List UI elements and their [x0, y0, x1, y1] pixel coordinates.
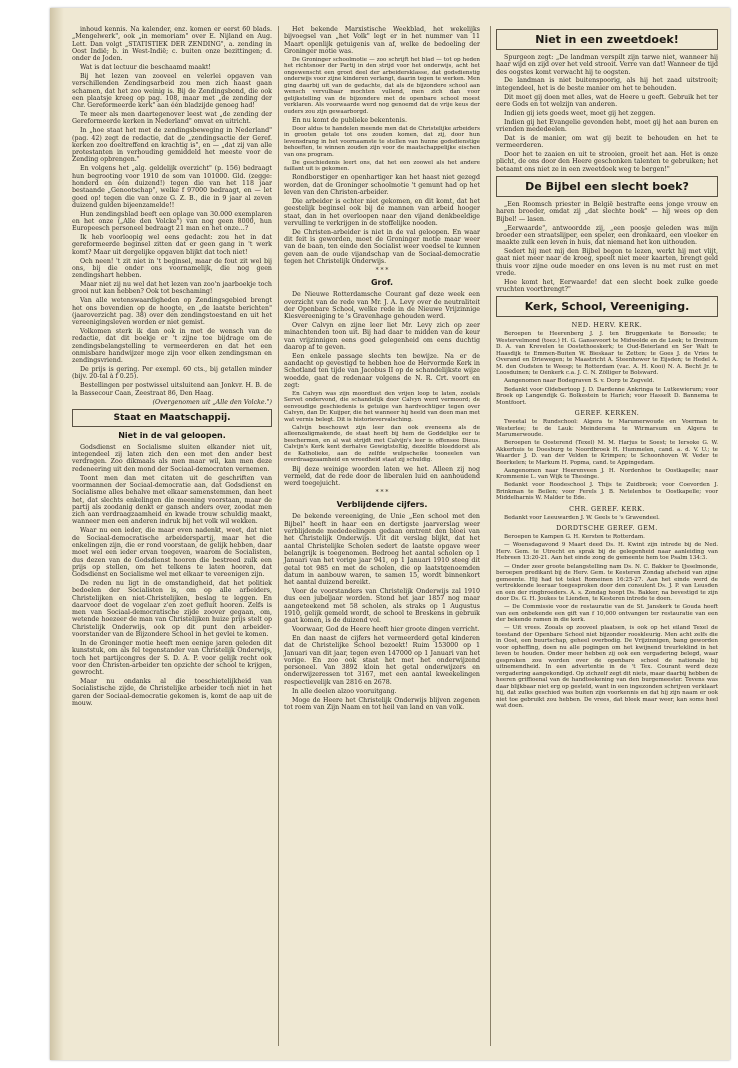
paragraph: Door aldus te handelen meende men dat de Christelijke arbeiders in grooten getale tot ons zouden komen, dat zij, door hun levensdrang in het voornaamste te stellen van hunne godsdienstige behoeften, te winnen zouden zijn voor de maatschappelijke eischen van ons program.: [284, 125, 480, 158]
section-header-zweetdoek: Niet in een zweetdoek!: [496, 29, 718, 50]
paragraph: De bekende vereeniging, de Unie „Een school met den Bijbel" heeft in haar een en dertigste jaarverslag weer verblijdende mededeelingen gedaan omtrent den bloei van het Christelijk Onderwijs. Uit dit verslag blijkt, dat het aantal Christelijke Scholen sedert de laatste opgave weer belangrijk is toegenomen. Bedroeg het aantal scholen op 1 Januari van het vorige jaar 941, op 1 Januari 1910 steeg dit getal tot 985 en met de scholen, die op laatstgenoemden datum in aanbouw waren, te samen 15, wordt binnenkort het aantal duizend bereikt.: [284, 513, 480, 587]
paragraph: Van alle wetenswaardigheden op Zendingsgebied brengt het ons bovendien op de hoogte, en „de laatste berichten" (jaaroverzicht pag. 38) over den zendingstoestand en uit het vereenigingsleven worden er niet gemist.: [72, 297, 272, 327]
article-title-grof: Grof.: [370, 278, 394, 288]
paragraph: Maar nu ondanks al die toeschietelijkheid van Socialistische zijde, de Christelijke arbeider toch niet in het garen der Sociaal-democratie gekomen is, komt de aap uit de mouw.: [72, 678, 272, 707]
grof-article: [284, 291, 480, 389]
paragraph: Spurgeon zegt: „De landman verspilt zijn tarwe niet, wanneer hij haar wijd en zijd over het veld strooit. Verre van dat! Wanneer de tijd des oogstes komt verwacht hij te oogsten.: [496, 54, 718, 76]
separator-stars-2: * * *: [375, 489, 389, 497]
paragraph: En nu komt de publieke bekentenis.: [292, 116, 407, 124]
paragraph: En dan naast de cijfers het vermeerderd getal kinderen dat de Christelijke School bezoekt! Ruim 153000 op 1 Januari van dit jaar, tegen even 147000 op 1 Januari van het vorige. En zoo ook staat het met het onderwijzend personeel. Van 3892 kloin het getal onderwijzers en onderwijzeressen tot 3167, met een aantal kweekelingen respectievelijk van 2816 en 2678.: [284, 634, 480, 686]
paragraph: Over Calvyn en zijne leer liet Mr. Levy zich op zeer minachtenden toon uit. Bij had daar te midden van de keur van vrijzinnigen eens goed gelegenheid om eens duchtig daarop af te geven.: [284, 321, 480, 351]
paragraph: Indien gij het Evangelie gevonden hebt, moet gij het aan buren en vrienden mededeelen.: [496, 118, 718, 134]
heading-geref: GEREF. KERKEN.: [574, 409, 640, 418]
paragraph: Beroepen te Heerenberg J. J. ten Bruggenkate te Borssele; te Westervelmond (toez.) H. G. Gansevoort te Midwolde en de Leek; te Dreinum D. A. van Krevelen te Oostethoeskerk; te Oud-Beierland en Ser Walt te Haasdijk te Emmen-Buiten W. Bieskaar te Zetten; te Goes J. de Vries te Overand en Driewegen; te Maastricht A. Steenhower te Eijsden; te Hedel A. M. den Oudsten te Weesp; te Rotterdam (vac. A. H. Kooi) N. A. Becht Jr. te Loosduinen; te Oenkerk c.a. J. C. N. Zölliger te Bolsward.: [496, 331, 718, 377]
grof-conclusion: [284, 466, 480, 488]
column-3: [496, 26, 718, 711]
paragraph: Door het te zaaien en uit te strooien, groeit het aan. Het is onze plicht, de ons door den Heere geschonken talenten te gebruiken; het betaamt ons niet ze in een zweetdoek weg te bergen!": [496, 151, 718, 173]
paragraph: Dat is de manier, om wat gij bezit te behouden en het te vermeerderen.: [496, 134, 718, 150]
paragraph: Hun zendingsblad beeft een oplage van 30.000 exemplaren en het onze („Alle den Volcke") van nog geen 8000, hun Europeesch personeel bedraagt 21 man en het onze...?: [72, 210, 272, 233]
paragraph: De landman is niet buitenspoorig, als hij het zaad uitstrooit; integendeel, het is de beste manier om het te behouden.: [496, 77, 718, 92]
paragraph: De geschiedenis leert ons, dat het een zoowel als het andere faillant uit is gekomen.: [284, 159, 480, 173]
paragraph: Och neen! 't zit niet in 't beginsel, maar de fout zit wel bij ons, bij die onder ons voornamelijk, die nog geen zendingshart hebben.: [72, 257, 272, 280]
paragraph: Rondborstiger en openhartiger kan het haast niet gezegd worden, dat de Groninger schoolmotie 't gemunt had op het leven van den Christen-arbeider.: [284, 174, 480, 197]
paragraph: Aangenomen naar Heerenveen J. H. Nordenhoe te Oostkapelle; naar Krommenie L. van Wijk te Thesinge.: [496, 467, 718, 481]
paragraph: Voorwaar, God de Heere heeft hier groote dingen verricht.: [292, 626, 480, 634]
paragraph: Moge de Heere het Christelijk Onderwijs blijven zegenen tot roem van Zijn Naam en tot heil van land en van volk.: [284, 696, 480, 711]
paragraph: „Een Roomsch priester in België bestrafte eens jonge vrouw en haren broeder, omdat zij „dat slechte boek" — hij wees op den Bijbel! — lasen.: [496, 201, 718, 223]
paragraph: Tweetal te Rundschool: Algera te Marumerwoude en Voerman te Westerlee; te de Lauk: Meindersma te Wirmarsum en Algera te Marumerwoude.: [496, 419, 718, 439]
paragraph: Toont men dan met citaten uit de geschriften van voormannen der Sociaal-democratie aan, dat Godsdienst en Socialisme alles behalve met elkaar samenstemmen, dan heet het, dat slechts enkelingen die meening voorstaan, maar de partij als zoodanig denkt er gansch anders over, zoodat men zich aan verdraagzaamheid en kwade trouw schuldig maakt, wanneer men een anderen indruk bij het volk wil wekken.: [72, 474, 272, 526]
bekentenis-intro: [284, 117, 480, 124]
paragraph: Bestellingen per postwissel uitsluitend aan Jonkvr. H. B. de la Bassecour Caan, Zeestraat 86, Den Haag.: [72, 382, 272, 397]
paragraph: — Woensdagavond 9 Maart deed Ds. H. Kwint zijn intrede bij de Ned. Herv. Gem. te Utrecht en sprak bij de gelegenheid naar aanleiding van Hebreen 13:20-21. Aan het einde zong de gemeente hem toe Psalm 134:3.: [496, 542, 718, 562]
marxist-intro: [284, 26, 480, 55]
paragraph: Waar nu een ieder, die maar even nadenkt, weet, dat niet de Sociaal-democratische arbeiderspartij, maar het die enkelingen zijn, die er rond voorstaan, de gelijk hebben, daar moet wel een ieder ervan toegeven, waarom de Socialisten, dus dezen van de Godsdienst hooren die bestreed zulk een prijs op stellen, om het telkens te laten hooren, dat Godsdienst en Socialisme wel met elkaar te vereenigen zijn.: [72, 527, 272, 579]
paragraph: Calvijn beschouwt zijn leer dan ook eveneens als de alleenzaligmakende, de staat heeft bij hem de Goddelijke eer te beschermen, en al wat strijdt met Calvijn's leer is offensee Dieus. Calvijn's Kerk kent derhalve Gewigtsteltig, dezelfde bloeddorst als de Katholieke, aan de zelfde wulpscheike tooneelen van overdraagzaamheid en wreedheid staat zij schuldig.: [284, 424, 480, 464]
paragraph: Die arbeider is echter niet gekomen, en dit komt, dat het geestelijk beginsel ook bij de mannen van arbeid hooger staat, dan in het overloopen naar den vijand denkbeeldige vervulling te verkrijgen in de stoffelijke nooden.: [284, 197, 480, 227]
column-rule-2: [490, 26, 491, 1046]
section-header-staat: Staat en Maatschappij.: [72, 409, 272, 427]
paragraph: Bedankt voor Roodeschool J. Thijs te Zuidbroek; voor Coevorden J. Brinkman te Beilen; voor Ferels J. B. Netelenbos te Oostkapelle; voor Middelharnis W. Malder te Ede.: [496, 482, 718, 502]
paragraph: Dit moet gij doen met alles, wat de Heere u geeft. Gebruik het ter eere Gods en tot welzijn van anderen.: [496, 93, 718, 108]
paragraph: En volgens het „alg. geldelijk overzicht" (p. 156) bedraagt hun begrooting voor 1910 de som van 101000. Gld. (zegge: honderd en één duizend!) tegen die van het 118 jaar bestaande „Genootschap", welke f 97000 bedraagt, en — let goed op! tegen die van onze G. Z. B., die in 9 jaar al zeven duizend gulden bijeenzamelde!!: [72, 165, 272, 209]
chr-geref-list: [496, 515, 718, 522]
paragraph: In „hoe staat het met de zendingsbeweging in Nederland" (pag. 42) zegt de redactie, dat de „zendingsactie der Geref. kerken zoo doeltreffend en krachtig is", en — „dat zij van alle protestanten in verhouding gemiddeld het meeste voor de Zending opbrengen.": [72, 127, 272, 164]
heading-ned-herv: NED. HERV. KERK.: [571, 321, 643, 330]
separator-stars: * * *: [375, 267, 389, 275]
ned-herv-list: [496, 331, 718, 406]
paragraph: — Onder zeer groote belangstelling nam Ds. N. C. Bakker te IJsselmonde, beroepen predikant bij de Herv. Gem. te Kesteren Zondag afscheid van zijne gemeente. Hij had tot tekst Romeinen 16:25-27. Aan het einde werd de vertrekkende leeraar toegesproken door den consulent Ds. J. P. van Leusden en een der ringbroeders. A. s. Zondag hoopt Ds. Bakker, na bevestigd te zijn door Ds. G. H. Joukes te Lienden, te Kesteren intrede te doen.: [496, 563, 718, 603]
paragraph: Een enkele passage slechts ten bewijze. Na er de aandacht op gevestigd te hebben hoe de Hervormde Kerk in Schotland ten tijde van Jacobus II op de schandelijkste wijze woedde, gaat de redenaar volgens de N. R. Crt. voort en zegt:: [284, 352, 480, 389]
paragraph: Beroepen te Oosterend (Texel) M. M. Harjus te Soest; te Iersoke G. W. Akkerhuis te Doesburg te Noordbroek H. Hummelen, cand. a. d. V. U.; te Waarder J. D. van der Velden te Krimpen; te Schoonhoven W. Veder te Beerkelen; te Markum H. Popma, cand. te Appingedam.: [496, 440, 718, 466]
heading-chr-geref: CHR. GEREF. KERK.: [569, 504, 645, 513]
article-title-val: Niet in de val geloopen.: [118, 430, 226, 440]
paragraph: Aangenomen naar Bodegraven S. v. Dorp te Zegveld.: [504, 378, 655, 385]
paragraph: Voor de voorstanders van Christelijk Onderwijs zal 1910 dus een jubeljaar worden. Stond het jaar 1857 nog maar aangeteekend met 58 scholen, als straks op 1 Augustus 1910, gelijk gemeld wordt, de school te Breskens in gebruik gaat komen, is de duizend vol.: [284, 587, 480, 625]
val-article: [72, 444, 272, 707]
column-2: [284, 26, 480, 713]
zending-article: [72, 26, 272, 397]
page-gutter: [50, 8, 64, 1060]
news-items: [496, 542, 718, 709]
paragraph: De Groninger schoolmotie — zoo schrijft het blad — tot op heden het richtsnoer der Partij in den strijd voor het onderwijs, acht het ongewenscht een groot deel der arbeidersklasse, dat godsdienstig onderwijs voor zijne kinderen verlangt, daarin tegen te werken. Men ging daarbij uit van de gedachte, dat als de bijzondere school aan wensch vervulbaar mochten vullend, men zich dan voor gelijkstelling van de bijzondere met de openbare school moest verklaren. Als voorwaarde werd nog genoemd dat de vrije keus der ouders zou zijn gewaarborgd.: [284, 56, 480, 115]
article-title-cijfers: Verblijdende cijfers.: [336, 500, 428, 510]
paragraph: Wat is dat lectuur die beschaamd maakt!: [80, 64, 211, 72]
paragraph: Indien gij iets goeds weet, moet gij het zeggen.: [504, 109, 656, 117]
val-conclusion: [284, 174, 480, 265]
column-rule-1: [278, 26, 279, 1046]
paragraph: Beroepen te Kampen G. H. Kersten te Rotterdam.: [504, 534, 645, 541]
paragraph: Ik heb voorloopig wel eens gedacht: zou het in dat gereformeerde beginsel zitten dat er geen gang in 't werk komt? Maar uit dergelijke opgaven blijkt dat toch niet!: [72, 234, 272, 256]
paragraph: Godsdienst en Socialisme sluiten elkander niet uit, integendeel zij laten zich den een met den ander best verdragen. Zoo dikmaals als men maar wil, kan men deze redeneering uit den mond der Sociaal-democraten vernemen.: [72, 443, 272, 473]
paragraph: Te meer als men daartegenover leest wat „de zending der Gereformeerde kerken in Nederland" omvat en uitricht.: [72, 111, 272, 126]
cijfers-article: [284, 513, 480, 711]
dordtsche-list: [496, 534, 718, 541]
newspaper-page: [50, 8, 730, 1060]
paragraph: Maar niet zij nu wel dat het lezen van zoo'n jaarboekje toch grooi nut kan hebben? Ook tot beschaming!: [72, 281, 272, 296]
paragraph: De Nieuwe Rotterdamsche Courant gaf deze week een overzicht van de rede van Mr. J. A. Levy over de neutraliteit der Openbare School, welke rede in de Nieuwe Vrijzinnige Kiesvereeniging te 's Gravenhage gehouden werd.: [284, 291, 480, 321]
paragraph: De reden nu ligt in de omstandigheid, dat het politiek bedoelen der Socialisten is, om op alle arbeiders, Christelijken en niet-Christelijken, beslag te leggen. En daarvoor doet de vogelaar z'en zoet gefluit hooren. Zelfs is men van Sociaal-democratische zijde zoover gegaan, om, wetende hoezeer de man van Christelijken huize prijs stelt op Christelijk Onderwijs, ook op dit punt den arbeider-voorstander van de Bijzondere School in het gevlei te komen.: [72, 579, 272, 639]
paragraph: Het bekende Marxistische Weekblad, het wekelijks bijvoegsel van „het Volk" legt er in het nummer van 11 Maart openlijk getuigenis van af, welke de bedoeling der Groninger motie was.: [284, 26, 480, 55]
zweetdoek-article: [496, 54, 718, 173]
paragraph: In alle deelen alzoo vooruitgang.: [292, 687, 397, 695]
geref-list: [496, 419, 718, 502]
paragraph: De prijs is gering. Per exempl. 60 cts., bij getallen minder (bijv. 20-tal à f 0.25).: [72, 366, 272, 381]
paragraph: Bij deze weinige woorden laten we het. Alleen zij nog vermeld, dat de rede door de liberalen luid en aanhoudend werd toegejuicht.: [284, 465, 480, 488]
column-1: [72, 26, 272, 709]
section-header-kerk: Kerk, School, Vereeniging.: [496, 296, 718, 317]
paragraph: Volkomen sterk ik dan ook in met de wensch van de redactie, dat dit boekje er 't zijne toe bijdrage om de zendingsbelangstelling te vermeerderen en dat het een onmisbare handwijzer moge zijn voor elken zendingsman en zendingsvriend.: [72, 328, 272, 365]
heading-dordtsche: DORDTSCHE GEREF. GEM.: [556, 524, 658, 533]
quote-groninger-motie: [284, 57, 480, 116]
paragraph: De Christen-arbeider is niet in de val geloopen. En waar dit feit is geworden, moet de Groninger motie maar weer van de baan, ten einde den Socialist weer voedsel te kunnen geven aan de oude vijandschap van de Sociaal-democratie tegen het Christelijk Onderwijs.: [284, 228, 480, 265]
paragraph: En Calvyn was zijn moordlust den vrijen loop te laten, zoolals Servet ondervond, die schandelijk door Calvyn werd vermoord; de eenvoudige geschiedenis is getuige van hardvochtiger tegen over Calvyn, dan Dr. Kuijper, die het wanneer hij heeld van deen man met wat vernis belegt. Dit is historievervalsching.: [284, 390, 480, 423]
quote-bekentenis: [284, 126, 480, 173]
article-source: (Overgenomen uit „Alle den Volcke."): [152, 398, 272, 406]
paragraph: Bedankt voor Leeuwarden J. W. Geels te 's Gravendeel.: [504, 514, 660, 521]
paragraph: In de Groninger motie heeft men eenige jaren geleden dit kunststuk, om als fel tegenstander van Christelijk Onderwijs, toch het partijcongres der S. D. A. P. voor gelijk recht ook voor den Christen-arbeider ten opzichte der school te krijgen, gewrocht.: [72, 639, 272, 677]
paragraph: Bedankt voor Oldebertoop J. D. Dardenne Ankringa te Lutkewierum; voor Broek op Langendijk G. Bolkestein te Harich; voor Hasselt D. Bannema te Montfoort.: [496, 386, 718, 406]
paragraph: — Uit vrees. Zooals op zooveel plaatsen, is ook op het eiland Texel de toestand der Openbare School niet bijzonder rooskleurig. Men acht zelfs die in Oost, een buurtschap, geheel overbodig. De Vrijzinnigen, bang geworden voor opheffing, doen nu alle pogingen om het kwijnend treurleklind in het leven te houden. Onder meer hebben zij ook een vergadering belegd, waar gesproken zou worden over de openbare school de nationale bij uitnemendheid. In een advertentie in de 't Tex. Courant werd deze vergadering aangekondigd. Op zichzelf zegt dit niets, maar daarbij hebben de heeren griffioenal van de handteekening van den burgemeester. Tevens was daar blijkbaar niet erg op gesteld, want in een ingezonden schrijven verklaart hij, dat zulks geschied was buiten zijn voorkennis en dat hij zijn naam er ook niet toe gebruikt zou hebben. De vrees, dat bleek maar weer, kan soms heel wat doen.: [496, 625, 718, 710]
paragraph: — De Commissie voor de restauratie van de St. Janskerk te Gouda heeft van een onbekende een gift van f 10,000 ontvangen ter restauratie van een der bekende ramen in die kerk.: [496, 604, 718, 624]
paragraph: inhoud kennis. Na kalender, enz. komen er eerst 60 blads. „Mengelwerk", ook „in memoriam" over E. Nijland en Aug. Lett. Dan volgt „STATISTIEK DER ZENDING", a. zending in Oost Indië; b. in West-Indië; c. buiten onze bezittingen; d. onder de Joden.: [72, 26, 272, 63]
paragraph: „Eerwaarde", antwoordde zij, „een poosje geleden was mijn broeder een straatslijper, een speler, een dronkaard, een vloeker en maakte zulk een leven in huis, dat niemand het kon uithouden.: [496, 224, 718, 247]
paragraph: Bij het lezen van zooveel en velerlei opgaven van verschillenden Zendingsarbeid zou men zich haast gaan schamen, dat het zoo weinig is. Bij de Zendingsbond, die ook een plaatsje kreeg op pag. 108, maar met „de zending der Chr. Gereformeerde kerk" aan één bladzijde genoeg had!: [72, 72, 272, 110]
section-header-bijbel: De Bijbel een slecht boek?: [496, 176, 718, 197]
bijbel-article: [496, 201, 718, 293]
quote-levy: [284, 391, 480, 464]
paragraph: Hoe komt het, Eerwaarde! dat een slecht boek zulke goede vruchten voortbrengt?": [496, 278, 718, 294]
paragraph: Sedert hij met mij den Bijbel begon te lezen, werkt hij met vlijt, gaat niet meer naar de kroeg, speelt niet meer kaarten, brengt geld thuis voor zijne oude moeder en ons leven is nu met rust en met vrede.: [496, 247, 718, 277]
